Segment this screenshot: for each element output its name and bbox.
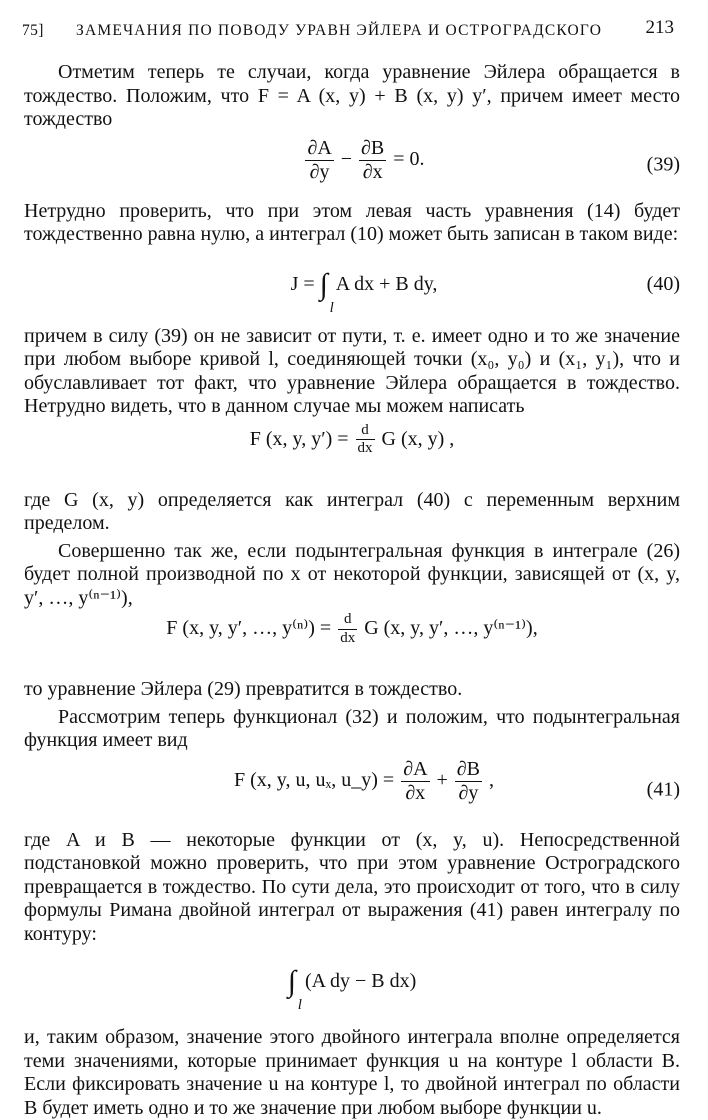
paragraph-8: где A и B — некоторые функции от (x, y, u). Непосредственной подстановкой можно проверить, что при этом уравнение Остроградского превращается в тождество. По сути дела, это происходит от того, что в силу формулы Римана двойной интеграл от выражения (41) равен интегралу по контуру:: [24, 828, 680, 945]
eqFn-rhs: G (x, y, y′, …, y⁽ⁿ⁻¹⁾),: [364, 616, 538, 639]
page-body: [24, 61, 680, 1120]
eq40-body: A dx + B dy,: [335, 272, 438, 295]
equation-40: [24, 251, 680, 317]
contour-integral-sign: ∫ l: [287, 965, 302, 1014]
eq39-den2: ∂x: [362, 160, 383, 183]
eqFn-lhs: F (x, y, y′, …, y⁽ⁿ⁾) =: [166, 616, 332, 639]
running-header: [22, 14, 674, 44]
section-number: 75]: [22, 22, 44, 39]
integral-sign: ∫ l: [319, 267, 334, 316]
eq41-lhs: F (x, y, u, uₓ, u_y) =: [233, 768, 395, 791]
eq40-number: (40): [646, 272, 680, 295]
eq39-den1: ∂y: [309, 160, 330, 183]
eqF-rhs: G (x, y) ,: [381, 427, 455, 450]
equation-contour: [24, 948, 680, 1014]
eqC-body: (A dy − B dx): [304, 970, 417, 992]
paragraph-5: Совершенно так же, если подынтегральная функция в интеграле (26) будет полной производной по x от некоторой функции, зависящей от (x, y, y′, …, y⁽ⁿ⁻¹⁾),: [24, 539, 680, 609]
eqFn-dnum: d: [338, 612, 357, 630]
eqFn-dden: dx: [340, 629, 356, 646]
eqF-lhs: F (x, y, y′) =: [249, 427, 349, 450]
running-title: ЗАМЕЧАНИЯ ПО ПОВОДУ УРАВН ЭЙЛЕРА И ОСТРОГРАДСКОГО: [76, 22, 603, 39]
equation-derivative: [24, 423, 680, 485]
paragraph-3: причем в силу (39) он не зависит от пути, т. е. имеет одно и то же значение при любом выборе кривой l, соединяющей точки (x₀, y₀) и (x₁, y₁), что и обуславливает тот факт, что уравнение Эйлера обращается в тождество. Нетрудно видеть, что в данном случае мы можем написать: [24, 324, 680, 417]
equation-41: [24, 759, 680, 821]
eq39-op: −: [340, 147, 353, 170]
eq39-number: (39): [646, 152, 680, 175]
eq40-lhs: J =: [290, 272, 315, 295]
paragraph-2: Нетрудно проверить, что при этом левая часть уравнения (14) будет тождественно равна нулю, а интеграл (10) может быть записан в таком виде:: [24, 199, 680, 245]
eq41-den1: ∂x: [405, 781, 426, 804]
page-number: 213: [645, 17, 674, 38]
eq41-num2: ∂B: [456, 757, 481, 780]
eq40-limit: l: [329, 299, 334, 316]
eq41-den2: ∂y: [458, 781, 479, 804]
eq39-num2: ∂B: [361, 136, 385, 159]
paragraph-4: где G (x, y) определяется как интеграл (40) с переменным верхним пределом.: [24, 488, 680, 534]
paragraph-6: то уравнение Эйлера (29) превратится в тождество.: [24, 678, 463, 700]
eq41-op: +: [436, 768, 448, 791]
equation-higher-derivative: [24, 612, 680, 674]
eq41-number: (41): [646, 777, 680, 800]
eq41-tail: ,: [489, 768, 495, 791]
eqC-limit: l: [297, 997, 302, 1014]
paragraph-7: Рассмотрим теперь функционал (32) и положим, что подынтегральная функция имеет вид: [24, 705, 680, 751]
equation-39: [24, 138, 680, 192]
eqF-dden: dx: [357, 440, 373, 457]
eq41-num1: ∂A: [403, 757, 428, 780]
paragraph-9: и, таким образом, значение этого двойного интеграла вполне определяется теми значениями, которые принимает функция u на контуре l области B. Если фиксировать значение u на контуре l, то двойной интеграл по области B будет иметь одно и то же значение при любом выборе функции u.: [24, 1026, 680, 1119]
paragraph-1: Отметим теперь те случаи, когда уравнение Эйлера обращается в тождество. Положим, что F = A (x, y) + B (x, y) y′, причем имеет место тождество: [24, 61, 680, 130]
eq39-tail: = 0.: [393, 147, 425, 170]
eq39-num1: ∂A: [307, 136, 332, 159]
eqF-dnum: d: [356, 423, 375, 441]
